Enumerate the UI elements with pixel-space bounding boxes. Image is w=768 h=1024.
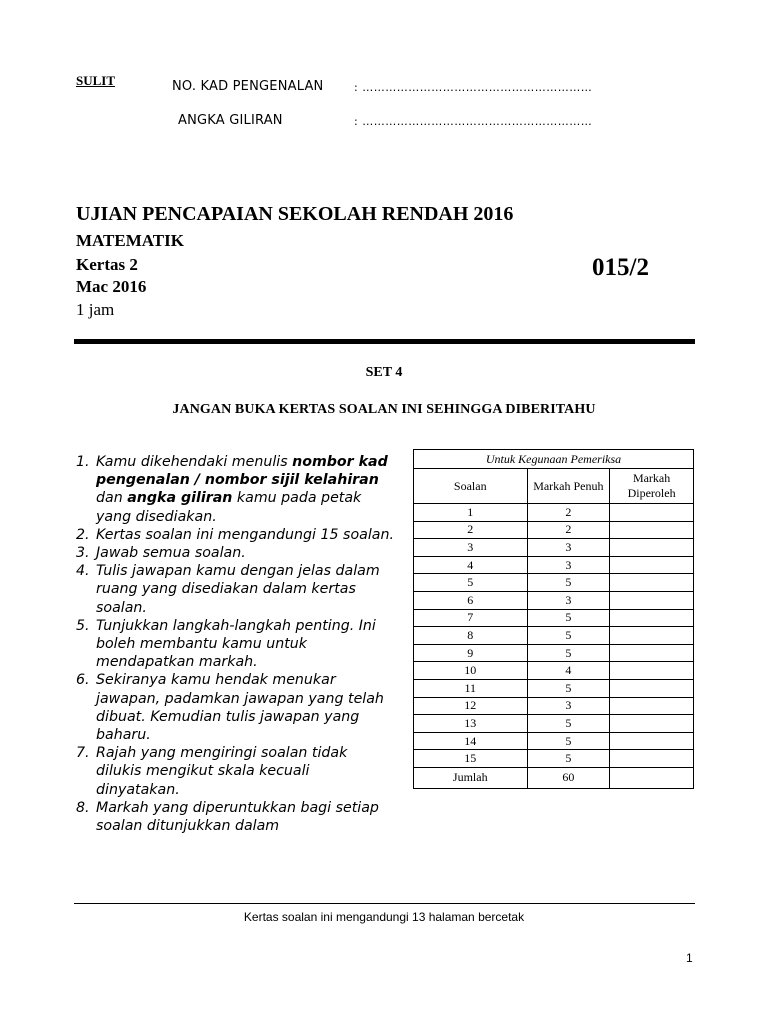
instruction-segment: Jawab semua soalan. (96, 545, 246, 562)
paper-code: 015/2 (592, 254, 649, 281)
question-number-cell: 7 (414, 609, 528, 627)
instruction-emphasis: angka giliran (127, 490, 233, 507)
instruction-text (96, 544, 394, 562)
instruction-segment: Kamu dikehendaki menulis (96, 454, 293, 470)
instruction-number: 6. (76, 672, 90, 689)
exam-paper: Kertas 2 (76, 255, 138, 274)
instruction-text (96, 799, 394, 835)
instruction-number: 5. (76, 617, 90, 634)
instructions-list (76, 453, 394, 891)
table-caption: Untuk Kegunaan Pemeriksa (414, 450, 694, 469)
table-row (414, 574, 694, 592)
instruction-number: 3. (76, 545, 90, 562)
table-row (414, 539, 694, 557)
marks-obtained-cell[interactable] (610, 539, 694, 557)
table-row (414, 591, 694, 609)
full-marks-cell: 3 (527, 556, 610, 574)
instruction-text (96, 617, 394, 672)
full-marks-cell: 5 (527, 627, 610, 645)
full-marks-cell: 4 (527, 662, 610, 680)
table-row (414, 521, 694, 539)
question-number-cell: 6 (414, 591, 528, 609)
full-marks-cell: 2 (527, 521, 610, 539)
table-row (414, 644, 694, 662)
instruction-segment: Sekiranya kamu hendak menukar jawapan, padamkan jawapan yang telah dibuat. Kemudian tulis jawapan yang baharu. (96, 672, 384, 744)
instruction-item (76, 617, 394, 672)
instruction-number: 1. (76, 454, 90, 470)
marks-obtained-cell[interactable] (610, 504, 694, 522)
instruction-segment: dan (96, 490, 128, 507)
table-row (414, 679, 694, 697)
instruction-item (76, 562, 394, 617)
instruction-number: 2. (76, 526, 90, 543)
full-marks-cell: 5 (527, 644, 610, 662)
question-number-cell: 12 (414, 697, 528, 715)
do-not-open-warning: JANGAN BUKA KERTAS SOALAN INI SEHINGGA DIBERITAHU (172, 402, 596, 417)
turn-number-label: ANGKA GILIRAN (178, 113, 283, 128)
instruction-text (96, 671, 394, 744)
table-row (414, 732, 694, 750)
footer-divider (74, 903, 695, 904)
page-number: 1 (686, 951, 693, 965)
question-number-cell: 14 (414, 732, 528, 750)
full-marks-cell: 5 (527, 574, 610, 592)
set-label: SET 4 (365, 365, 403, 380)
table-row (414, 627, 694, 645)
instruction-number: 8. (76, 799, 90, 816)
instruction-emphasis: nombor kad pengenalan / nombor sijil kelahiran (96, 454, 388, 489)
table-row (414, 662, 694, 680)
full-marks-cell: 3 (527, 591, 610, 609)
instruction-item (76, 526, 394, 544)
examiner-marks-table (413, 449, 694, 789)
marks-obtained-cell[interactable] (610, 627, 694, 645)
full-marks-cell: 3 (527, 697, 610, 715)
full-marks-cell: 5 (527, 732, 610, 750)
question-number-cell: 15 (414, 750, 528, 768)
col-header-full-marks: Markah Penuh (527, 469, 610, 504)
question-number-cell: 13 (414, 715, 528, 733)
question-number-cell: 2 (414, 521, 528, 539)
table-row (414, 609, 694, 627)
marks-obtained-cell[interactable] (610, 697, 694, 715)
instruction-text (96, 744, 394, 799)
marks-obtained-cell[interactable] (610, 662, 694, 680)
table-row (414, 750, 694, 768)
total-label-cell: Jumlah (414, 767, 528, 788)
full-marks-cell: 3 (527, 539, 610, 557)
question-number-cell: 10 (414, 662, 528, 680)
total-marks-obtained-cell[interactable] (610, 767, 694, 788)
full-marks-cell: 5 (527, 679, 610, 697)
marks-obtained-cell[interactable] (610, 750, 694, 768)
full-marks-cell: 2 (527, 504, 610, 522)
full-marks-cell: 5 (527, 750, 610, 768)
marks-obtained-cell[interactable] (610, 679, 694, 697)
question-number-cell: 4 (414, 556, 528, 574)
question-number-cell: 11 (414, 679, 528, 697)
instruction-item (76, 799, 394, 835)
instruction-item (76, 671, 394, 744)
instruction-segment: Tunjukkan langkah-langkah penting. Ini boleh membantu kamu untuk mendapatkan markah. (96, 617, 376, 671)
marks-obtained-cell[interactable] (610, 715, 694, 733)
col-header-marks-obtained: Markah Diperoleh (610, 469, 694, 504)
instruction-item (76, 453, 394, 526)
confidential-label: SULIT (76, 73, 116, 88)
marks-obtained-cell[interactable] (610, 574, 694, 592)
instruction-segment: Markah yang diperuntukkan bagi setiap soalan ditunjukkan dalam (96, 799, 379, 835)
marks-obtained-cell[interactable] (610, 591, 694, 609)
question-number-cell: 1 (414, 504, 528, 522)
exam-date: Mac 2016 (76, 277, 147, 296)
full-marks-cell: 5 (527, 609, 610, 627)
total-row (414, 767, 694, 788)
exam-duration: 1 jam (76, 300, 115, 319)
ic-number-label: NO. KAD PENGENALAN (172, 79, 324, 94)
instruction-number: 7. (76, 745, 90, 762)
question-number-cell: 9 (414, 644, 528, 662)
instruction-segment: Kertas soalan ini mengandungi 15 soalan. (96, 526, 394, 543)
marks-obtained-cell[interactable] (610, 732, 694, 750)
ic-number-field[interactable]: : …………………………………………………… (354, 81, 593, 94)
instruction-item (76, 744, 394, 799)
table-row (414, 715, 694, 733)
instruction-text (96, 562, 394, 617)
full-marks-cell: 5 (527, 715, 610, 733)
instruction-number: 4. (76, 563, 90, 580)
table-row (414, 504, 694, 522)
exam-subject: MATEMATIK (76, 231, 184, 250)
question-number-cell: 5 (414, 574, 528, 592)
marks-obtained-cell[interactable] (610, 521, 694, 539)
marks-obtained-cell[interactable] (610, 609, 694, 627)
marks-obtained-cell[interactable] (610, 644, 694, 662)
page-count-note: Kertas soalan ini mengandungi 13 halaman bercetak (243, 910, 525, 924)
exam-title: UJIAN PENCAPAIAN SEKOLAH RENDAH 2016 (76, 203, 514, 225)
table-row (414, 697, 694, 715)
header-divider (74, 339, 695, 344)
instruction-segment: Rajah yang mengiringi soalan tidak dilukis mengikut skala kecuali dinyatakan. (96, 745, 348, 798)
instruction-segment: kamu pada petak yang disediakan. (96, 490, 362, 525)
total-full-marks-cell: 60 (527, 767, 610, 788)
table-row (414, 556, 694, 574)
question-number-cell: 8 (414, 627, 528, 645)
instruction-item (76, 544, 394, 562)
instruction-text (96, 526, 394, 544)
marks-obtained-cell[interactable] (610, 556, 694, 574)
turn-number-field[interactable]: : …………………………………………………… (354, 115, 593, 128)
instruction-text (96, 453, 394, 526)
col-header-soalan: Soalan (414, 469, 528, 504)
instruction-segment: Tulis jawapan kamu dengan jelas dalam ruang yang disediakan dalam kertas soalan. (96, 563, 380, 616)
question-number-cell: 3 (414, 539, 528, 557)
